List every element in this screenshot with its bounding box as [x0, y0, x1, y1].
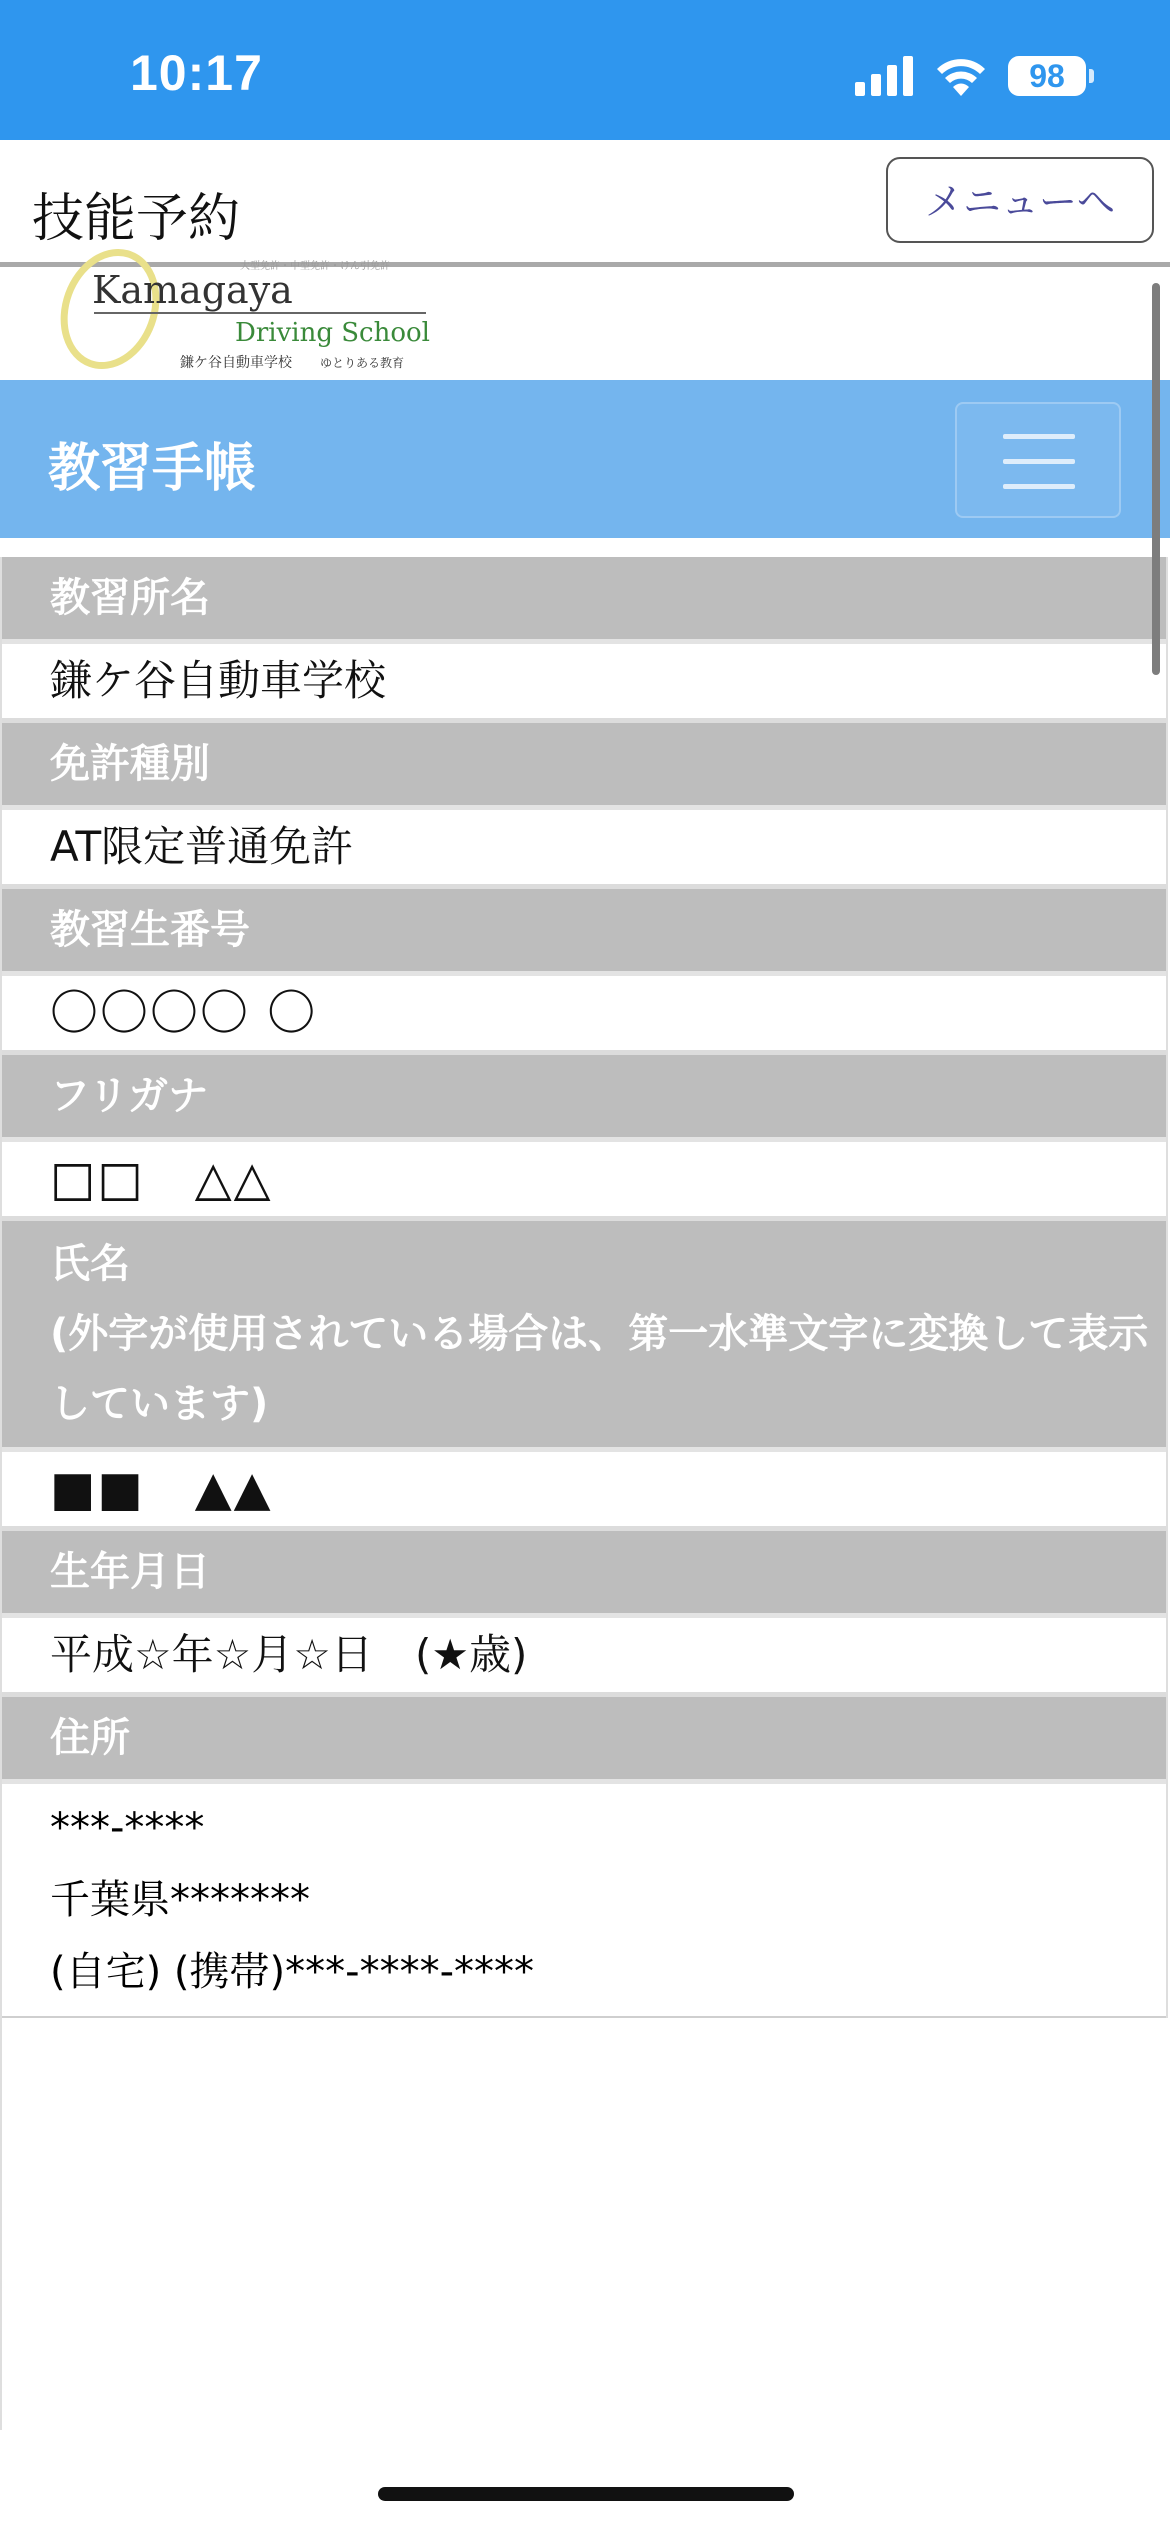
page-title: 技能予約: [32, 189, 241, 249]
logo-tagline: 大型免許・中型免許・けん引免許: [240, 261, 390, 272]
navbar-heading: 教習手帳: [48, 439, 257, 499]
student-info-table: [0, 557, 1168, 2018]
address-postal: ***-****: [50, 1805, 205, 1851]
field-label-name: [2, 1221, 1166, 1452]
battery-icon: 98: [1008, 56, 1086, 96]
menu-button[interactable]: メニューへ: [886, 157, 1154, 243]
address-line: 千葉県*******: [50, 1877, 310, 1923]
field-label-name-text: 氏名: [50, 1241, 130, 1287]
app-header: [0, 140, 1170, 267]
field-label-school: 教習所名: [2, 557, 1166, 644]
field-label-address: 住所: [2, 1697, 1166, 1784]
field-value-name: ■■ ▲▲: [2, 1452, 1166, 1531]
field-value-school: 鎌ケ谷自動車学校: [2, 644, 1166, 723]
logo-school-jp: 鎌ケ谷自動車学校: [180, 355, 292, 371]
clock: 10:17: [130, 45, 263, 101]
battery-cap: [1089, 69, 1094, 83]
school-logo: [40, 261, 440, 377]
logo-name: Kamagaya: [92, 268, 293, 312]
home-indicator[interactable]: [378, 2487, 794, 2501]
logo-subtitle: Driving School: [235, 318, 430, 348]
wifi-icon: [935, 54, 987, 96]
field-label-student-number: 教習生番号: [2, 889, 1166, 976]
field-label-license-type: 免許種別: [2, 723, 1166, 810]
field-value-student-number: 〇〇〇〇 〇: [2, 976, 1166, 1055]
field-value-license-type: AT限定普通免許: [2, 810, 1166, 889]
page-blank-area: [0, 2010, 1170, 2430]
hamburger-icon[interactable]: [955, 402, 1121, 518]
status-bar: [0, 0, 1170, 140]
field-value-furigana: □□ △△: [2, 1142, 1166, 1221]
scrollbar[interactable]: [1152, 283, 1160, 675]
navbar: [0, 380, 1170, 538]
field-value-address: [2, 1784, 1166, 2018]
field-label-name-note: (外字が使用されている場合は、第一水準文字に変換して表示しています): [50, 1311, 1149, 1427]
cellular-signal-icon: [855, 56, 915, 96]
address-phone: (自宅) (携帯)***-****-****: [50, 1949, 535, 1995]
logo-motto: ゆとりある教育: [320, 356, 405, 370]
field-label-birthdate: 生年月日: [2, 1531, 1166, 1618]
field-label-furigana: フリガナ: [2, 1055, 1166, 1142]
field-value-birthdate: 平成☆年☆月☆日 (★歳): [2, 1618, 1166, 1697]
